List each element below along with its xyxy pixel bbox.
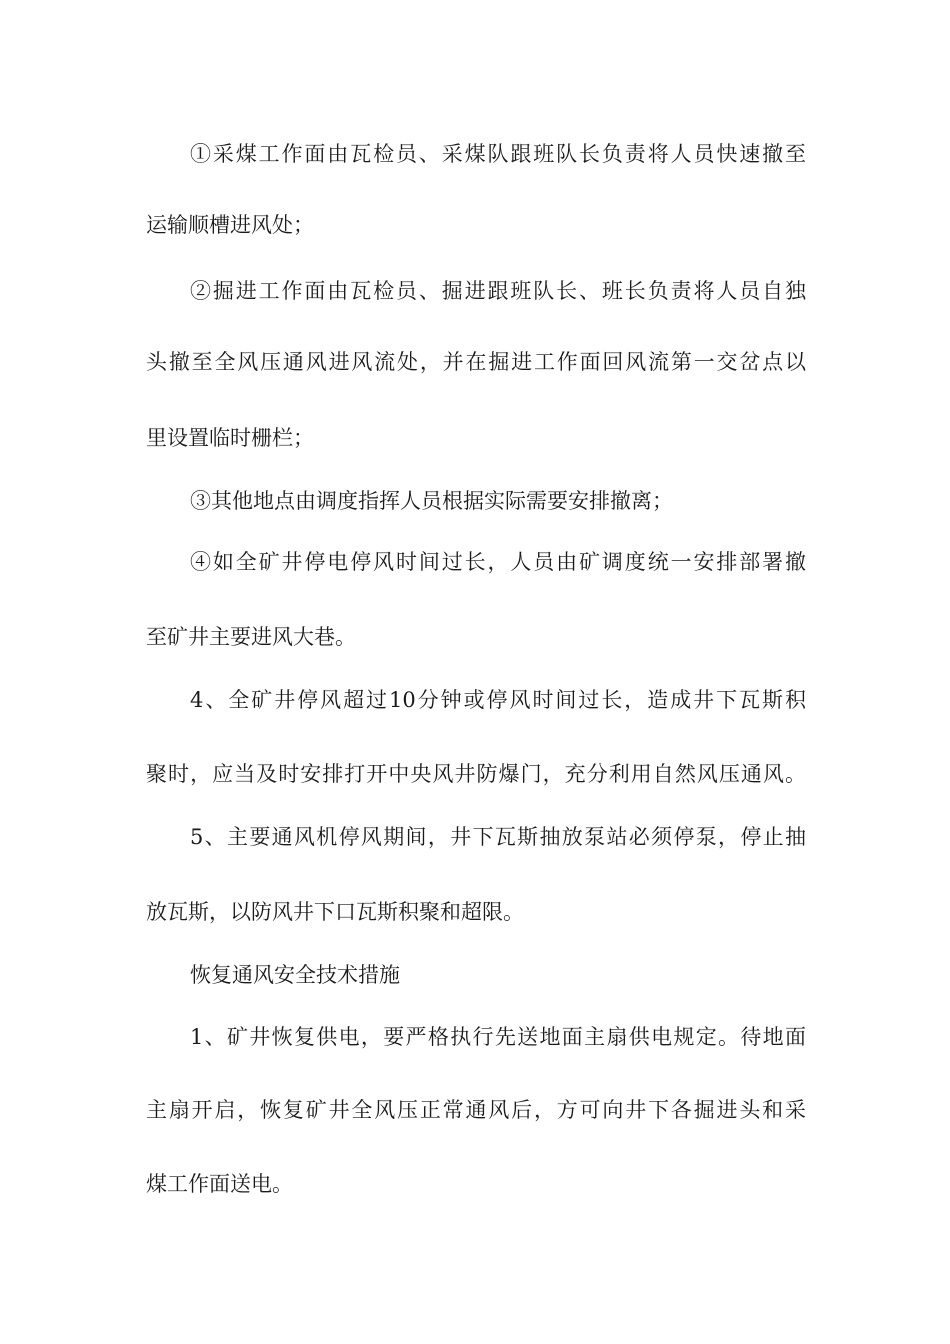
- paragraph-line: 放瓦斯，以防风井下口瓦斯积聚和超限。: [146, 900, 524, 924]
- paragraph-line: 5、主要通风机停风期间，井下瓦斯抽放泵站必须停泵，停止抽: [190, 825, 806, 849]
- paragraph-line: 1、矿井恢复供电，要严格执行先送地面主扇供电规定。待地面: [190, 1025, 806, 1049]
- paragraph-line: 至矿井主要进风大巷。: [146, 625, 356, 649]
- paragraph-line: 里设置临时栅栏；: [146, 426, 314, 450]
- section-heading: 恢复通风安全技术措施: [190, 963, 400, 987]
- paragraph-line: 煤工作面送电。: [146, 1172, 293, 1196]
- paragraph-line: 主扇开启，恢复矿井全风压正常通风后，方可向井下各掘进头和采: [146, 1098, 806, 1122]
- paragraph-line: ④如全矿井停电停风时间过长，人员由矿调度统一安排部署撤: [190, 550, 806, 574]
- paragraph-line: 4、全矿井停风超过10分钟或停风时间过长，造成井下瓦斯积: [190, 688, 806, 712]
- paragraph-line: ①采煤工作面由瓦检员、采煤队跟班队长负责将人员快速撤至: [190, 142, 806, 166]
- paragraph-line: ②掘进工作面由瓦检员、掘进跟班队长、班长负责将人员自独: [190, 279, 806, 303]
- paragraph-line: ③其他地点由调度指挥人员根据实际需要安排撤离；: [190, 489, 673, 513]
- paragraph-line: 头撤至全风压通风进风流处，并在掘进工作面回风流第一交岔点以: [146, 350, 806, 374]
- paragraph-line: 运输顺槽进风处；: [146, 213, 314, 237]
- paragraph-line: 聚时，应当及时安排打开中央风井防爆门，充分利用自然风压通风。: [146, 762, 806, 786]
